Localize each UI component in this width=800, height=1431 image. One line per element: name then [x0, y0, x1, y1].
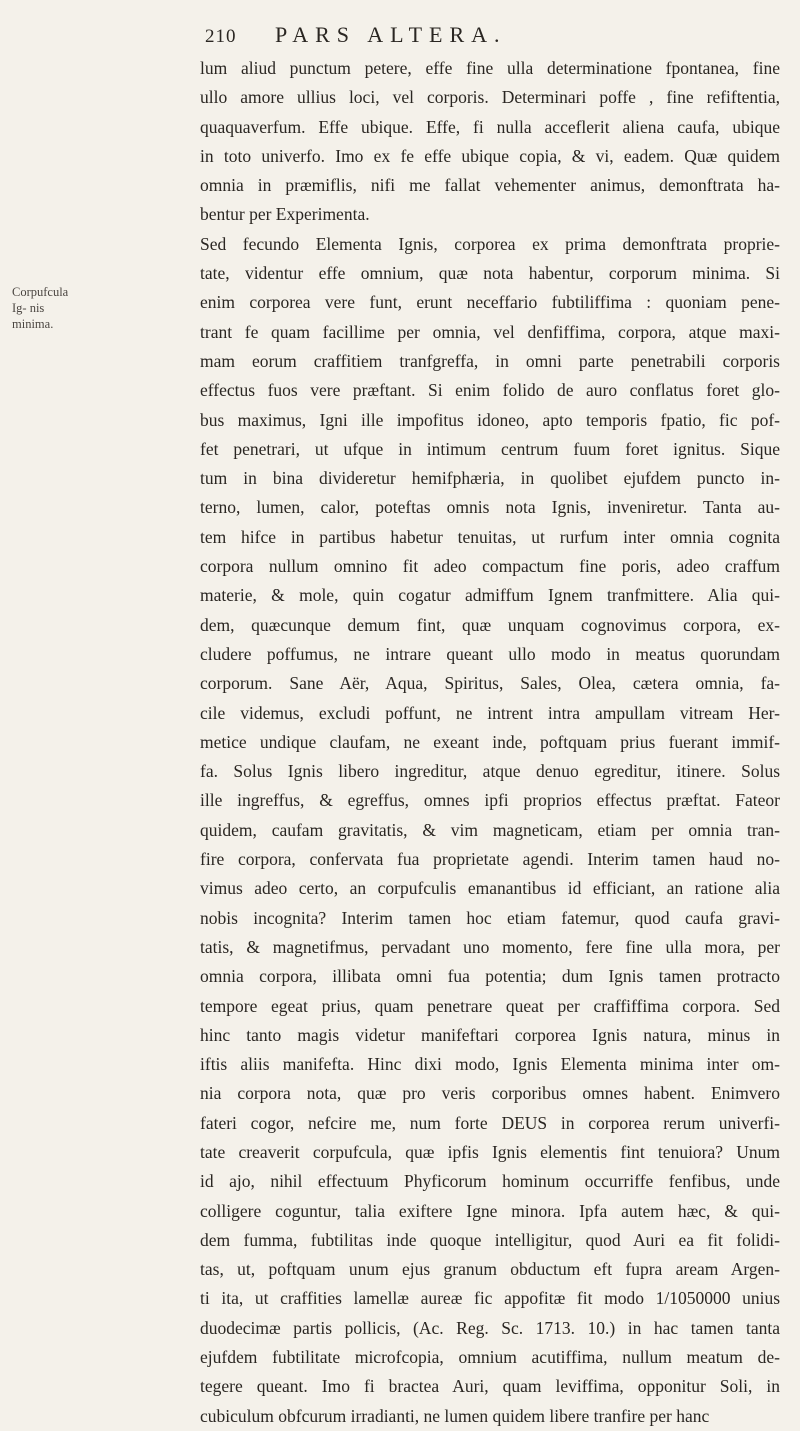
text-line: duodecimæ partis pollicis, (Ac. Reg. Sc. 1713. 10.) in hac tamen tanta — [200, 1317, 780, 1338]
text-line: corpora nullum omnino fit adeo compactum fine poris, adeo craffum — [200, 556, 780, 577]
text-line: metice undique claufam, ne exeant inde, poftquam prius fuerant immif- — [200, 731, 780, 752]
margin-note: Corpufcula Ig- nis minima. — [12, 285, 69, 331]
text-line: mam eorum craffitiem tranfgreffa, in omni parte penetrabili corporis — [200, 350, 780, 371]
text-line: in toto univerfo. Imo ex fe effe ubique copia, & vi, eadem. Quæ quidem — [200, 145, 780, 166]
text-line: ejufdem fubtilitate microfcopia, omnium acutiffima, nullum meatum de- — [200, 1347, 780, 1368]
text-line: id ajo, nihil effectuum Phyficorum hominum occurriffe fenfibus, unde — [200, 1171, 780, 1192]
page-header — [205, 22, 765, 48]
text-line: quidem, caufam gravitatis, & vim magneticam, etiam per omnia tran- — [200, 819, 780, 840]
text-line: enim corporea vere funt, erunt neceffario fubtiliffima : quoniam pene- — [200, 292, 780, 313]
text-line: lum aliud punctum petere, effe fine ulla determinatione fpontanea, fine — [200, 58, 780, 78]
text-line: cludere poffumus, ne intrare queant ullo modo in meatus quorundam — [200, 643, 780, 664]
page-number: 210 — [205, 26, 237, 47]
text-line: omnia corpora, illibata omni fua potentia; dum Ignis tamen protracto — [200, 966, 780, 987]
text-line: hinc tanto magis videtur manifeftari corporea Ignis natura, minus in — [200, 1024, 780, 1045]
text-line: bus maximus, Igni ille impofitus idoneo, apto temporis fpatio, fic pof- — [200, 409, 780, 430]
text-line: fet penetrari, ut ufque in intimum centrum fuum foret ignitus. Sique — [200, 438, 780, 459]
text-line: tem hifce in partibus habetur tenuitas, ut rurfum inter omnia cognita — [200, 526, 780, 547]
text-line: effectus fuos vere præftant. Si enim folido de auro conflatus foret glo- — [200, 380, 780, 401]
text-line: tas, ut, poftquam unum ejus granum obductum eft fupra aream Argen- — [200, 1259, 780, 1280]
text-line: tum in bina divideretur hemifphæria, in quolibet ejufdem puncto in- — [200, 468, 780, 489]
text-line: cubiculum obfcurum irradianti, ne lumen quidem libere tranfire per hanc — [200, 1405, 710, 1426]
text-line: corporum. Sane Aër, Aqua, Spiritus, Sales, Olea, cætera omnia, fa- — [200, 673, 780, 694]
text-line: nia corpora nota, quæ pro veris corporibus omnes habent. Enimvero — [200, 1083, 780, 1104]
text-line: ille ingreffus, & egreffus, omnes ipfi proprios effectus præftat. Fateor — [200, 790, 780, 811]
text-line: ullo amore ullius loci, vel corporis. Determinari poffe , fine refiftentia, — [200, 87, 780, 108]
text-line: colligere coguntur, talia exiftere Igne minora. Ipfa autem hæc, & qui- — [200, 1200, 780, 1221]
text-line: ti ita, ut craffities lamellæ aureæ fic appofitæ fit modo 1/1050000 unius — [200, 1288, 780, 1309]
text-line: materie, & mole, quin cogatur admiffum Ignem tranfmittere. Alia qui- — [200, 585, 780, 606]
text-line: dem, quæcunque demum fint, quæ unquam cognovimus corpora, ex- — [200, 614, 780, 635]
text-line: omnia in præmiflis, nifi me fallat vehementer animus, demonftrata ha- — [200, 175, 780, 196]
text-line: iftis aliis manifefta. Hinc dixi modo, Ignis Elementa minima inter om- — [200, 1054, 780, 1075]
text-line: tegere queant. Imo fi bractea Auri, quam leviffima, opponitur Soli, in — [200, 1376, 780, 1397]
text-line: cile videmus, excludi poffunt, ne intrent intra ampullam vitream Her- — [200, 702, 780, 723]
text-line: dem fumma, fubtilitas inde quoque intelligitur, quod Auri ea fit folidi- — [200, 1229, 780, 1250]
text-line: trant fe quam facillime per omnia, vel denfiffima, corpora, atque maxi- — [200, 321, 780, 342]
text-line: fire corpora, confervata fua proprietate agendi. Interim tamen haud no- — [200, 849, 780, 870]
text-line: tate, videntur effe omnium, quæ nota habentur, corporum minima. Si — [200, 263, 780, 284]
text-line: quaquaverfum. Effe ubique. Effe, fi nulla acceflerit aliena caufa, ubique — [200, 116, 780, 137]
text-line: Sed fecundo Elementa Ignis, corporea ex prima demonftrata proprie- — [200, 233, 780, 254]
text-line: tate creaverit corpufcula, quæ ipfis Ignis elementis fint tenuiora? Unum — [200, 1141, 780, 1162]
text-line: vimus adeo certo, an corpufculis emanantibus id efficiant, an ratione alia — [200, 878, 780, 899]
text-line: terno, lumen, calor, poteftas omnis nota Ignis, inveniretur. Tanta au- — [200, 497, 780, 518]
running-head: PARS ALTERA. — [275, 22, 507, 47]
text-line: tempore egeat prius, quam penetrare queat per craffiffima corpora. Sed — [200, 995, 780, 1016]
body-text — [200, 54, 780, 1431]
text-line: fateri cogor, nefcire me, num forte DEUS in corporea rerum univerfi- — [200, 1112, 780, 1133]
text-line: fa. Solus Ignis libero ingreditur, atque denuo egreditur, itinere. Solus — [200, 761, 780, 782]
text-line: nobis incognita? Interim tamen hoc etiam fatemur, quod caufa gravi- — [200, 907, 780, 928]
text-line: bentur per Experimenta. — [200, 204, 370, 225]
text-line: tatis, & magnetifmus, pervadant uno momento, fere fine ulla mora, per — [200, 936, 780, 957]
